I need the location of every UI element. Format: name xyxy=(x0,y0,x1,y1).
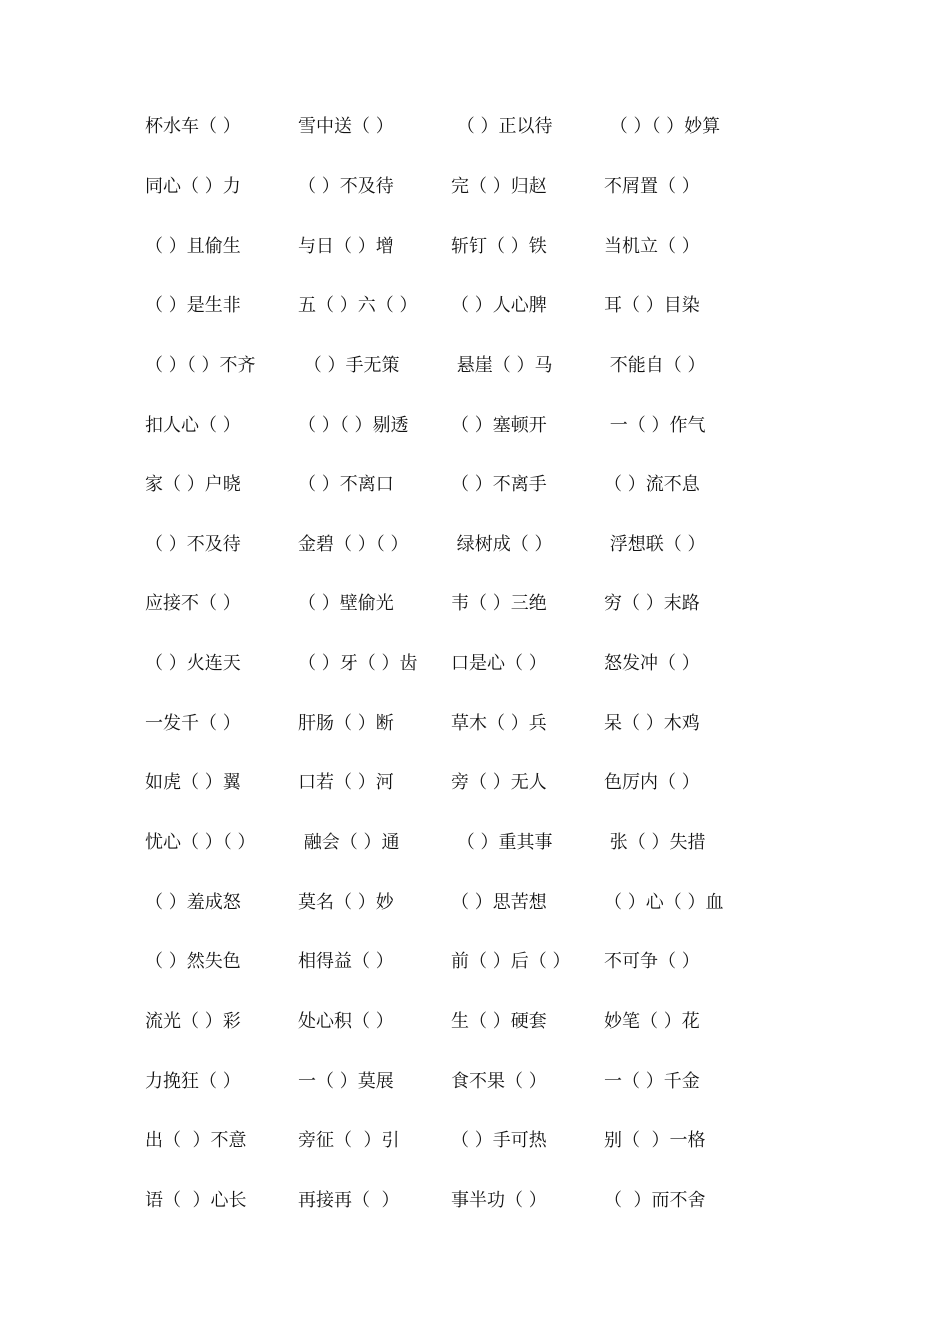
idiom-cell: （ ）火连天 xyxy=(145,653,241,674)
idiom-cell: 一（ ）莫展 xyxy=(298,1071,394,1092)
idiom-cell: 浮想联（ ） xyxy=(604,534,706,555)
idiom-row xyxy=(0,411,950,441)
idiom-cell: 不屑置（ ） xyxy=(604,176,700,197)
idiom-row xyxy=(0,1126,950,1156)
idiom-cell: （ ）牙（ ）齿 xyxy=(298,653,418,674)
idiom-cell: （ ）羞成怒 xyxy=(145,892,241,913)
idiom-cell: （ ）且偷生 xyxy=(145,236,241,257)
idiom-cell: 应接不（ ） xyxy=(145,593,241,614)
idiom-cell: 金碧（ ）（ ） xyxy=(298,534,409,555)
idiom-row xyxy=(0,1067,950,1097)
idiom-cell: （ ）（ ）剔透 xyxy=(298,415,409,436)
idiom-cell: （ ）壁偷光 xyxy=(298,593,394,614)
idiom-row xyxy=(0,470,950,500)
idiom-row xyxy=(0,589,950,619)
idiom-cell: 完（ ）归赵 xyxy=(451,176,547,197)
idiom-cell: 事半功（ ） xyxy=(451,1190,547,1211)
idiom-cell: 食不果（ ） xyxy=(451,1071,547,1092)
idiom-cell: （ ）而不舍 xyxy=(604,1190,706,1211)
idiom-cell: 如虎（ ）翼 xyxy=(145,772,241,793)
idiom-cell: 耳（ ）目染 xyxy=(604,295,700,316)
idiom-row xyxy=(0,888,950,918)
idiom-cell: 莫名（ ）妙 xyxy=(298,892,394,913)
idiom-cell: （ ）手无策 xyxy=(298,355,400,376)
idiom-row xyxy=(0,709,950,739)
idiom-cell: 流光（ ）彩 xyxy=(145,1011,241,1032)
idiom-cell: 悬崖（ ）马 xyxy=(451,355,553,376)
idiom-cell: 当机立（ ） xyxy=(604,236,700,257)
idiom-cell: （ ）手可热 xyxy=(451,1130,547,1151)
idiom-cell: （ ）（ ）妙算 xyxy=(604,116,721,137)
idiom-cell: 色厉内（ ） xyxy=(604,772,700,793)
idiom-cell: （ ）重其事 xyxy=(451,832,553,853)
idiom-cell: （ ）是生非 xyxy=(145,295,241,316)
idiom-cell: （ ）正以待 xyxy=(451,116,553,137)
idiom-cell: 处心积（ ） xyxy=(298,1011,394,1032)
idiom-cell: （ ）不及待 xyxy=(145,534,241,555)
idiom-cell: 呆（ ）木鸡 xyxy=(604,713,700,734)
idiom-cell: 口若（ ）河 xyxy=(298,772,394,793)
idiom-cell: （ ）不及待 xyxy=(298,176,394,197)
idiom-cell: （ ）不离口 xyxy=(298,474,394,495)
idiom-cell: 一（ ）作气 xyxy=(604,415,706,436)
idiom-cell: 穷（ ）末路 xyxy=(604,593,700,614)
idiom-cell: 雪中送（ ） xyxy=(298,116,394,137)
idiom-cell: 斩钉（ ）铁 xyxy=(451,236,547,257)
idiom-cell: 融会（ ）通 xyxy=(298,832,400,853)
idiom-cell: 口是心（ ） xyxy=(451,653,547,674)
idiom-cell: 一（ ）千金 xyxy=(604,1071,700,1092)
idiom-row xyxy=(0,112,950,142)
idiom-cell: 前（ ）后（ ） xyxy=(451,951,571,972)
idiom-cell: 旁（ ）无人 xyxy=(451,772,547,793)
idiom-cell: 韦（ ）三绝 xyxy=(451,593,547,614)
idiom-row xyxy=(0,768,950,798)
idiom-cell: 忧心（ ）（ ） xyxy=(145,832,256,853)
idiom-cell: 旁征（ ）引 xyxy=(298,1130,400,1151)
idiom-cell: 扣人心（ ） xyxy=(145,415,241,436)
idiom-cell: 张（ ）失措 xyxy=(604,832,706,853)
idiom-cell: （ ）塞顿开 xyxy=(451,415,547,436)
idiom-cell: 家（ ）户晓 xyxy=(145,474,241,495)
idiom-cell: 同心（ ）力 xyxy=(145,176,241,197)
idiom-cell: （ ）然失色 xyxy=(145,951,241,972)
idiom-cell: 不可争（ ） xyxy=(604,951,700,972)
idiom-cell: 力挽狂（ ） xyxy=(145,1071,241,1092)
idiom-cell: 一发千（ ） xyxy=(145,713,241,734)
idiom-cell: 怒发冲（ ） xyxy=(604,653,700,674)
idiom-cell: 生（ ）硬套 xyxy=(451,1011,547,1032)
idiom-row xyxy=(0,351,950,381)
idiom-cell: （ ）心（ ）血 xyxy=(604,892,724,913)
idiom-cell: 与日（ ）增 xyxy=(298,236,394,257)
idiom-row xyxy=(0,172,950,202)
idiom-cell: 杯水车（ ） xyxy=(145,116,241,137)
idiom-cell: 别（ ）一格 xyxy=(604,1130,706,1151)
idiom-row xyxy=(0,291,950,321)
idiom-cell: 相得益（ ） xyxy=(298,951,394,972)
idiom-cell: 不能自（ ） xyxy=(604,355,706,376)
idiom-cell: 草木（ ）兵 xyxy=(451,713,547,734)
idiom-cell: （ ）人心脾 xyxy=(451,295,547,316)
idiom-cell: 五（ ）六（ ） xyxy=(298,295,418,316)
idiom-cell: （ ）不离手 xyxy=(451,474,547,495)
idiom-row xyxy=(0,947,950,977)
idiom-cell: （ ）思苦想 xyxy=(451,892,547,913)
idiom-cell: 语（ ）心长 xyxy=(145,1190,247,1211)
idiom-cell: 出（ ）不意 xyxy=(145,1130,247,1151)
idiom-cell: （ ）流不息 xyxy=(604,474,700,495)
idiom-cell: 妙笔（ ）花 xyxy=(604,1011,700,1032)
idiom-row xyxy=(0,1007,950,1037)
idiom-cell: 绿树成（ ） xyxy=(451,534,553,555)
idiom-row xyxy=(0,649,950,679)
idiom-row xyxy=(0,828,950,858)
idiom-cell: 肝肠（ ）断 xyxy=(298,713,394,734)
idiom-row xyxy=(0,530,950,560)
idiom-cell: （ ）（ ）不齐 xyxy=(145,355,256,376)
idiom-row xyxy=(0,1186,950,1216)
idiom-cell: 再接再（ ） xyxy=(298,1190,400,1211)
idiom-row xyxy=(0,232,950,262)
